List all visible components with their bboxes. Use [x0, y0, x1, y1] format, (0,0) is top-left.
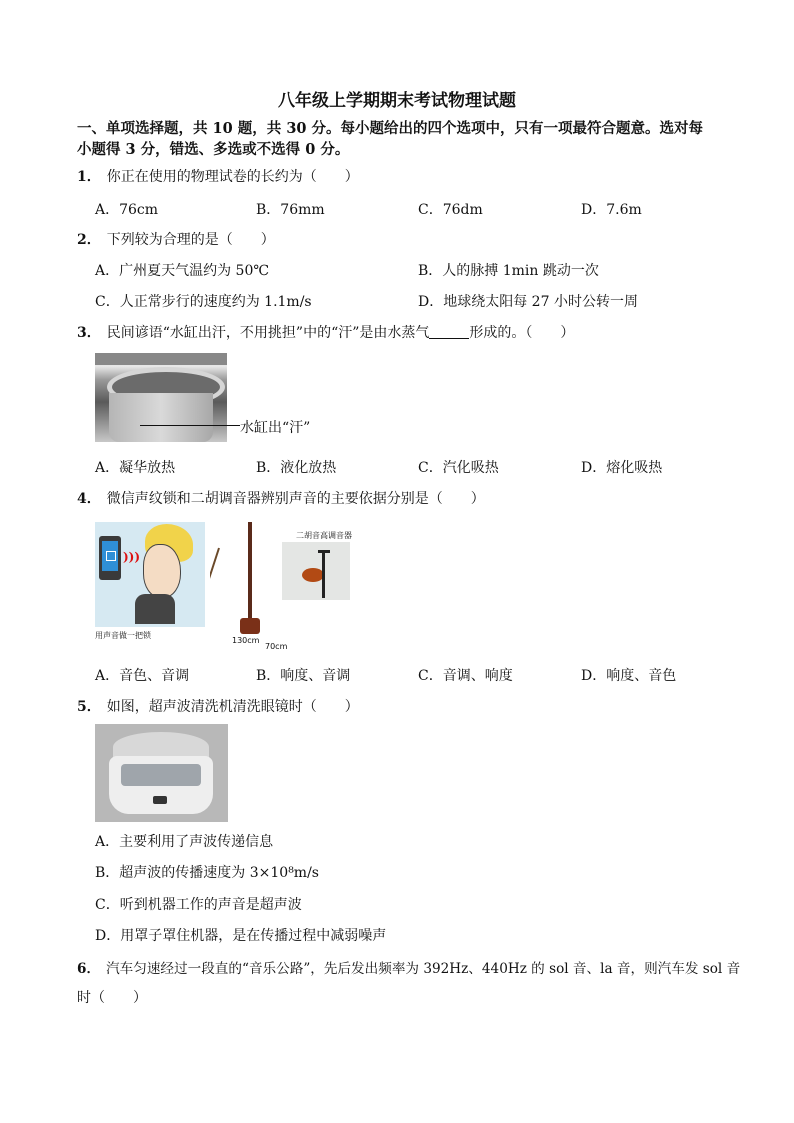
option-c: C．人正常步行的速度约为 1.1m/s: [95, 294, 312, 310]
page-title: 八年级上学期期末考试物理试题: [278, 91, 516, 111]
question-number: 5．: [77, 699, 101, 715]
option-a: A．广州夏天气温约为 50℃: [95, 263, 270, 279]
cleaner-button: [153, 796, 167, 804]
option-d: D．用罩子罩住机器，是在传播过程中减弱噪声: [95, 928, 387, 944]
dimension-130: 130cm: [232, 636, 260, 645]
question-6-line2: 时（ ）: [77, 990, 147, 1006]
photo-background: [95, 353, 227, 365]
question-3: [77, 322, 574, 342]
option-c: C．听到机器工作的声音是超声波: [95, 897, 302, 913]
phone-screen: [102, 541, 118, 571]
ultrasonic-cleaner-photo: [95, 724, 228, 822]
option-a: A．凝华放热: [95, 460, 176, 476]
option-a: A．76cm: [95, 202, 159, 218]
question-4: [77, 488, 485, 508]
cleaner-tank: [121, 764, 201, 786]
question-number: 4．: [77, 491, 101, 507]
caption-voice-lock: 用声音做一把锁: [95, 631, 151, 640]
question-stem: 微信声纹锁和二胡调音器辨别声音的主要依据分别是（ ）: [106, 491, 485, 507]
tuner-body: [302, 568, 324, 582]
option-d: D．熔化吸热: [581, 460, 663, 476]
option-d: D．7.6m: [581, 202, 642, 218]
leader-line: [140, 425, 240, 426]
question-2: [77, 229, 275, 249]
option-c: C．76dm: [418, 202, 483, 218]
option-d: D．响度、音色: [581, 668, 677, 684]
option-b: B．超声波的传播速度为 3×10⁸m/s: [95, 865, 319, 881]
question-stem-a: 民间谚语“水缸出汗，不用挑担”中的“汗”是由水蒸气: [106, 325, 430, 341]
phone-icon: [99, 536, 121, 580]
tuner-photo: [282, 542, 350, 600]
face-shape: [143, 544, 181, 598]
option-c: C．音调、响度: [418, 668, 513, 684]
water-jar-photo: [95, 353, 227, 442]
erhu-bow: [210, 548, 220, 636]
erhu-body: [240, 618, 260, 634]
question-stem-line1: 汽车匀速经过一段直的“音乐公路”，先后发出频率为 392Hz、440Hz 的 sol 音、la 音，则汽车发 sol 音: [106, 961, 741, 977]
question-number: 2．: [77, 232, 101, 248]
question-stem: 下列较为合理的是（ ）: [106, 232, 275, 248]
option-d: D．地球绕太阳每 27 小时公转一周: [418, 294, 638, 310]
option-b: B．76mm: [256, 202, 325, 218]
question-number: 3．: [77, 325, 101, 341]
lock-icon: [106, 551, 116, 561]
erhu-neck: [248, 522, 252, 632]
shoulder-shape: [135, 594, 175, 624]
dimension-70: 70cm: [265, 642, 288, 650]
tuner-clip: [322, 550, 325, 598]
sound-wave-icon: ))): [123, 550, 141, 564]
question-number: 6．: [77, 961, 101, 977]
question-5: [77, 696, 359, 716]
option-a: A．音色、音调: [95, 668, 190, 684]
erhu-illustration: [210, 518, 290, 650]
option-b: B．响度、音调: [256, 668, 351, 684]
option-b: B．人的脉搏 1min 跳动一次: [418, 263, 599, 279]
section-heading-line2: 小题得 3 分，错选、多选或不选得 0 分。: [77, 141, 350, 158]
jar-body: [109, 393, 213, 442]
option-a: A．主要利用了声波传递信息: [95, 834, 274, 850]
question-6: [77, 957, 740, 977]
question-stem: 如图，超声波清洗机清洗眼镜时（ ）: [106, 699, 359, 715]
answer-blank: [429, 324, 469, 339]
option-c: C．汽化吸热: [418, 460, 499, 476]
image-label: 水缸出“汗”: [240, 420, 311, 436]
voice-lock-illustration: [95, 522, 205, 647]
section-heading-line1: 一、单项选择题，共 10 题，共 30 分。每小题给出的四个选项中，只有一项最符合题意。选对每: [77, 120, 704, 137]
caption-tuner: 二胡音高调音器: [296, 531, 352, 540]
question-1: [77, 166, 359, 186]
option-b: B．液化放热: [256, 460, 337, 476]
tuner-clip-top: [318, 550, 330, 553]
question-number: 1．: [77, 169, 101, 185]
question-stem: 你正在使用的物理试卷的长约为（ ）: [106, 169, 359, 185]
question-stem-b: 形成的。（ ）: [469, 325, 575, 341]
cleaner-body: [109, 756, 213, 814]
